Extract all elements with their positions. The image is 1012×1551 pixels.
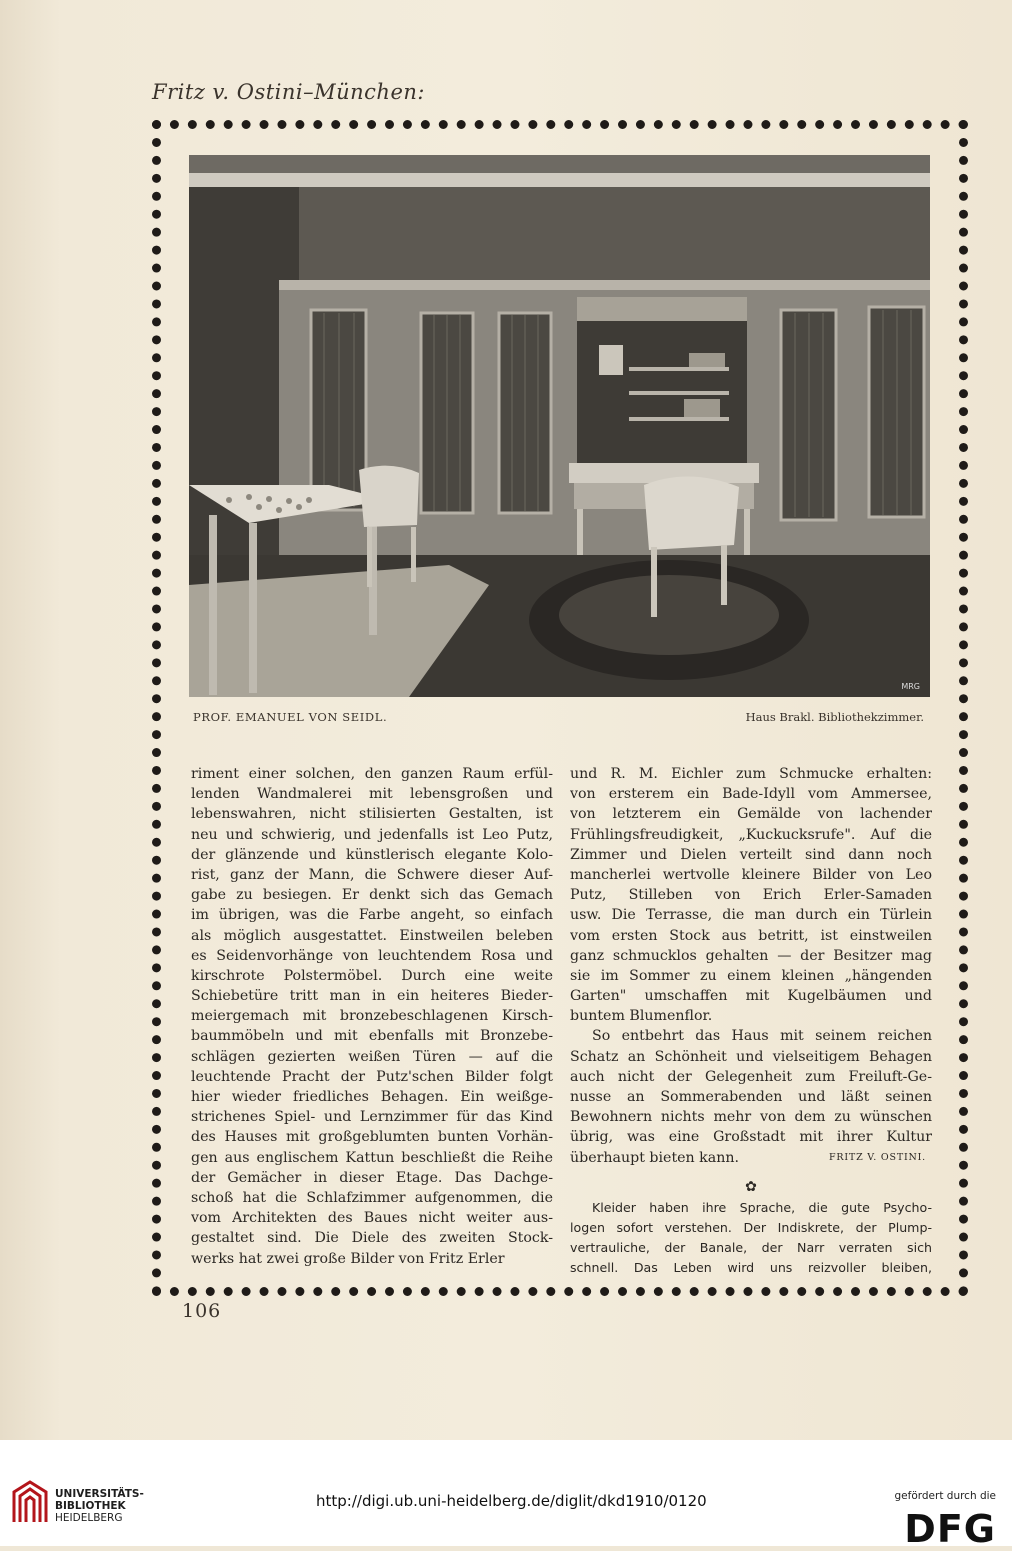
text-line: buntem Blumenflor. — [570, 1008, 713, 1025]
text-line: als möglich ausgestattet. Einstweilen beleben — [191, 927, 553, 944]
footer-bar — [0, 1440, 1012, 1551]
text-line: schlägen gezierten weißen Türen — auf die — [191, 1048, 553, 1065]
text-line: des Hauses mit großgeblumten bunten Vorhän- — [191, 1129, 553, 1146]
text-line: meiergemach mit bronzebeschlagenen Kirsch- — [191, 1008, 553, 1025]
text-line: der glänzende und künstlerisch elegante Kolo- — [191, 846, 553, 863]
permalink-url[interactable]: http://digi.ub.uni-heidelberg.de/diglit/dkd1910/0120 — [316, 1492, 707, 1510]
text-line: es Seidenvorhänge von leuchtendem Rosa und — [191, 947, 553, 964]
library-logo-icon — [10, 1478, 50, 1526]
text-line: kirschrote Polstermöbel. Durch eine weite — [191, 967, 553, 984]
text-line: leuchtende Pracht der Putz'schen Bilder folgt — [191, 1068, 553, 1085]
text-column-left — [191, 764, 553, 1269]
text-line: Schatz an Schönheit und vielseitigem Behagen — [570, 1048, 932, 1065]
text-line: lebenswahren, nicht stilisierten Gestalten, ist — [191, 806, 553, 823]
text-line: ganz schmucklos gehalten — der Besitzer mag — [570, 947, 932, 964]
running-head: Fritz v. Ostini–München: — [152, 80, 425, 104]
text-line: Kleider haben ihre Sprache, die gute Psycho- — [592, 1199, 932, 1215]
text-line: auch nicht der Gelegenheit zum Freiluft-Ge- — [570, 1068, 932, 1085]
text-line: lenden Wandmalerei mit lebensgroßen und — [191, 786, 553, 803]
library-name-line: BIBLIOTHEK — [55, 1500, 126, 1512]
text-line: logen sofort verstehen. Der Indiskrete, der Plump- — [570, 1219, 932, 1235]
funded-by-label: gefördert durch die — [894, 1490, 996, 1502]
text-line: der Gemächer in dieser Etage. Das Dachge- — [191, 1169, 553, 1186]
text-line: im übrigen, was die Farbe angeht, so einfach — [191, 907, 553, 924]
text-line: So entbehrt das Haus mit seinem reichen — [592, 1028, 932, 1045]
text-line: usw. Die Terrasse, die man durch ein Türlein — [570, 907, 932, 924]
text-line: von letzterem ein Gemälde von lachender — [570, 806, 932, 823]
text-line: werks hat zwei große Bilder von Fritz Erler — [191, 1250, 505, 1267]
ornament-icon: ✿ — [745, 1178, 757, 1195]
photo-mark: MRG — [901, 682, 920, 691]
text-line: gabe zu besiegen. Er denkt sich das Gemach — [191, 887, 553, 904]
author-signature: FRITZ V. OSTINI. — [829, 1151, 926, 1163]
text-line: Putz, Stilleben von Erich Erler-Samaden — [570, 887, 932, 904]
text-line: nusse an Sommerabenden und läßt seinen — [570, 1089, 932, 1105]
caption-architect: PROF. EMANUEL VON SEIDL. — [193, 710, 388, 724]
text-line: baummöbeln und mit ebenfalls mit Bronzebe- — [191, 1028, 553, 1045]
text-line: übrig, was eine Großstadt mit ihrer Kultur — [570, 1129, 932, 1146]
text-line: von ersterem ein Bade-Idyll vom Ammersee, — [570, 786, 932, 803]
text-line: mancherlei wertvolle kleinere Bilder von Leo — [570, 866, 932, 883]
closing-text: überhaupt bieten kann. — [570, 1149, 740, 1166]
text-line: gen aus englischem Kattun beschließt die Reihe — [191, 1149, 553, 1166]
page-number: 106 — [182, 1300, 222, 1322]
text-line: riment einer solchen, den ganzen Raum erfül- — [191, 766, 553, 782]
text-line: Frühlingsfreudigkeit, „Kuckucksrufe". Auf die — [570, 826, 932, 843]
text-line: Garten" umschaffen mit Kugelbäumen und — [570, 988, 932, 1005]
library-name-line: HEIDELBERG — [55, 1512, 123, 1524]
text-line: strichenes Spiel- und Lernzimmer für das Kind — [191, 1109, 553, 1126]
text-line: sie im Sommer zu einem kleinen „hängenden — [570, 967, 932, 984]
text-line: Bewohnern nichts mehr von dem zu wünschen — [570, 1109, 932, 1126]
text-line: gestaltet sind. Die Diele des zweiten Stock- — [191, 1230, 553, 1247]
text-line: Zimmer und Dielen verteilt sind dann noch — [570, 846, 932, 863]
text-line: neu und schwierig, und jedenfalls ist Leo Putz, — [191, 826, 553, 843]
text-line: schnell. Das Leben wird uns reizvoller bleiben, — [570, 1260, 932, 1276]
text-line: vom Architekten des Baues nicht weiter aus- — [191, 1210, 553, 1227]
text-column-right — [570, 764, 932, 1279]
caption-title: Haus Brakl. Bibliothekzimmer. — [745, 710, 924, 724]
library-room-illustration — [189, 155, 930, 697]
next-article-text — [570, 1198, 932, 1279]
text-line: Schiebetüre tritt man in ein heiteres Bieder- — [191, 988, 553, 1005]
text-line: schoß hat die Schlafzimmer aufgenommen, die — [191, 1189, 553, 1206]
text-line: rist, ganz der Mann, die Schwere dieser Auf- — [191, 866, 553, 883]
closing-line — [570, 1148, 932, 1168]
interior-photograph — [189, 155, 930, 697]
library-name — [55, 1488, 144, 1524]
dfg-logo: DFG — [904, 1507, 996, 1551]
text-line: hier wieder friedliches Behagen. Ein weißge- — [191, 1089, 553, 1105]
library-name-line: UNIVERSITÄTS- — [55, 1488, 144, 1500]
text-line: vertrauliche, der Banale, der Narr verraten sich — [570, 1240, 932, 1256]
text-line: vom ersten Stock aus betritt, ist einstweilen — [570, 927, 932, 944]
text-line: und R. M. Eichler zum Schmucke erhalten: — [570, 766, 932, 782]
